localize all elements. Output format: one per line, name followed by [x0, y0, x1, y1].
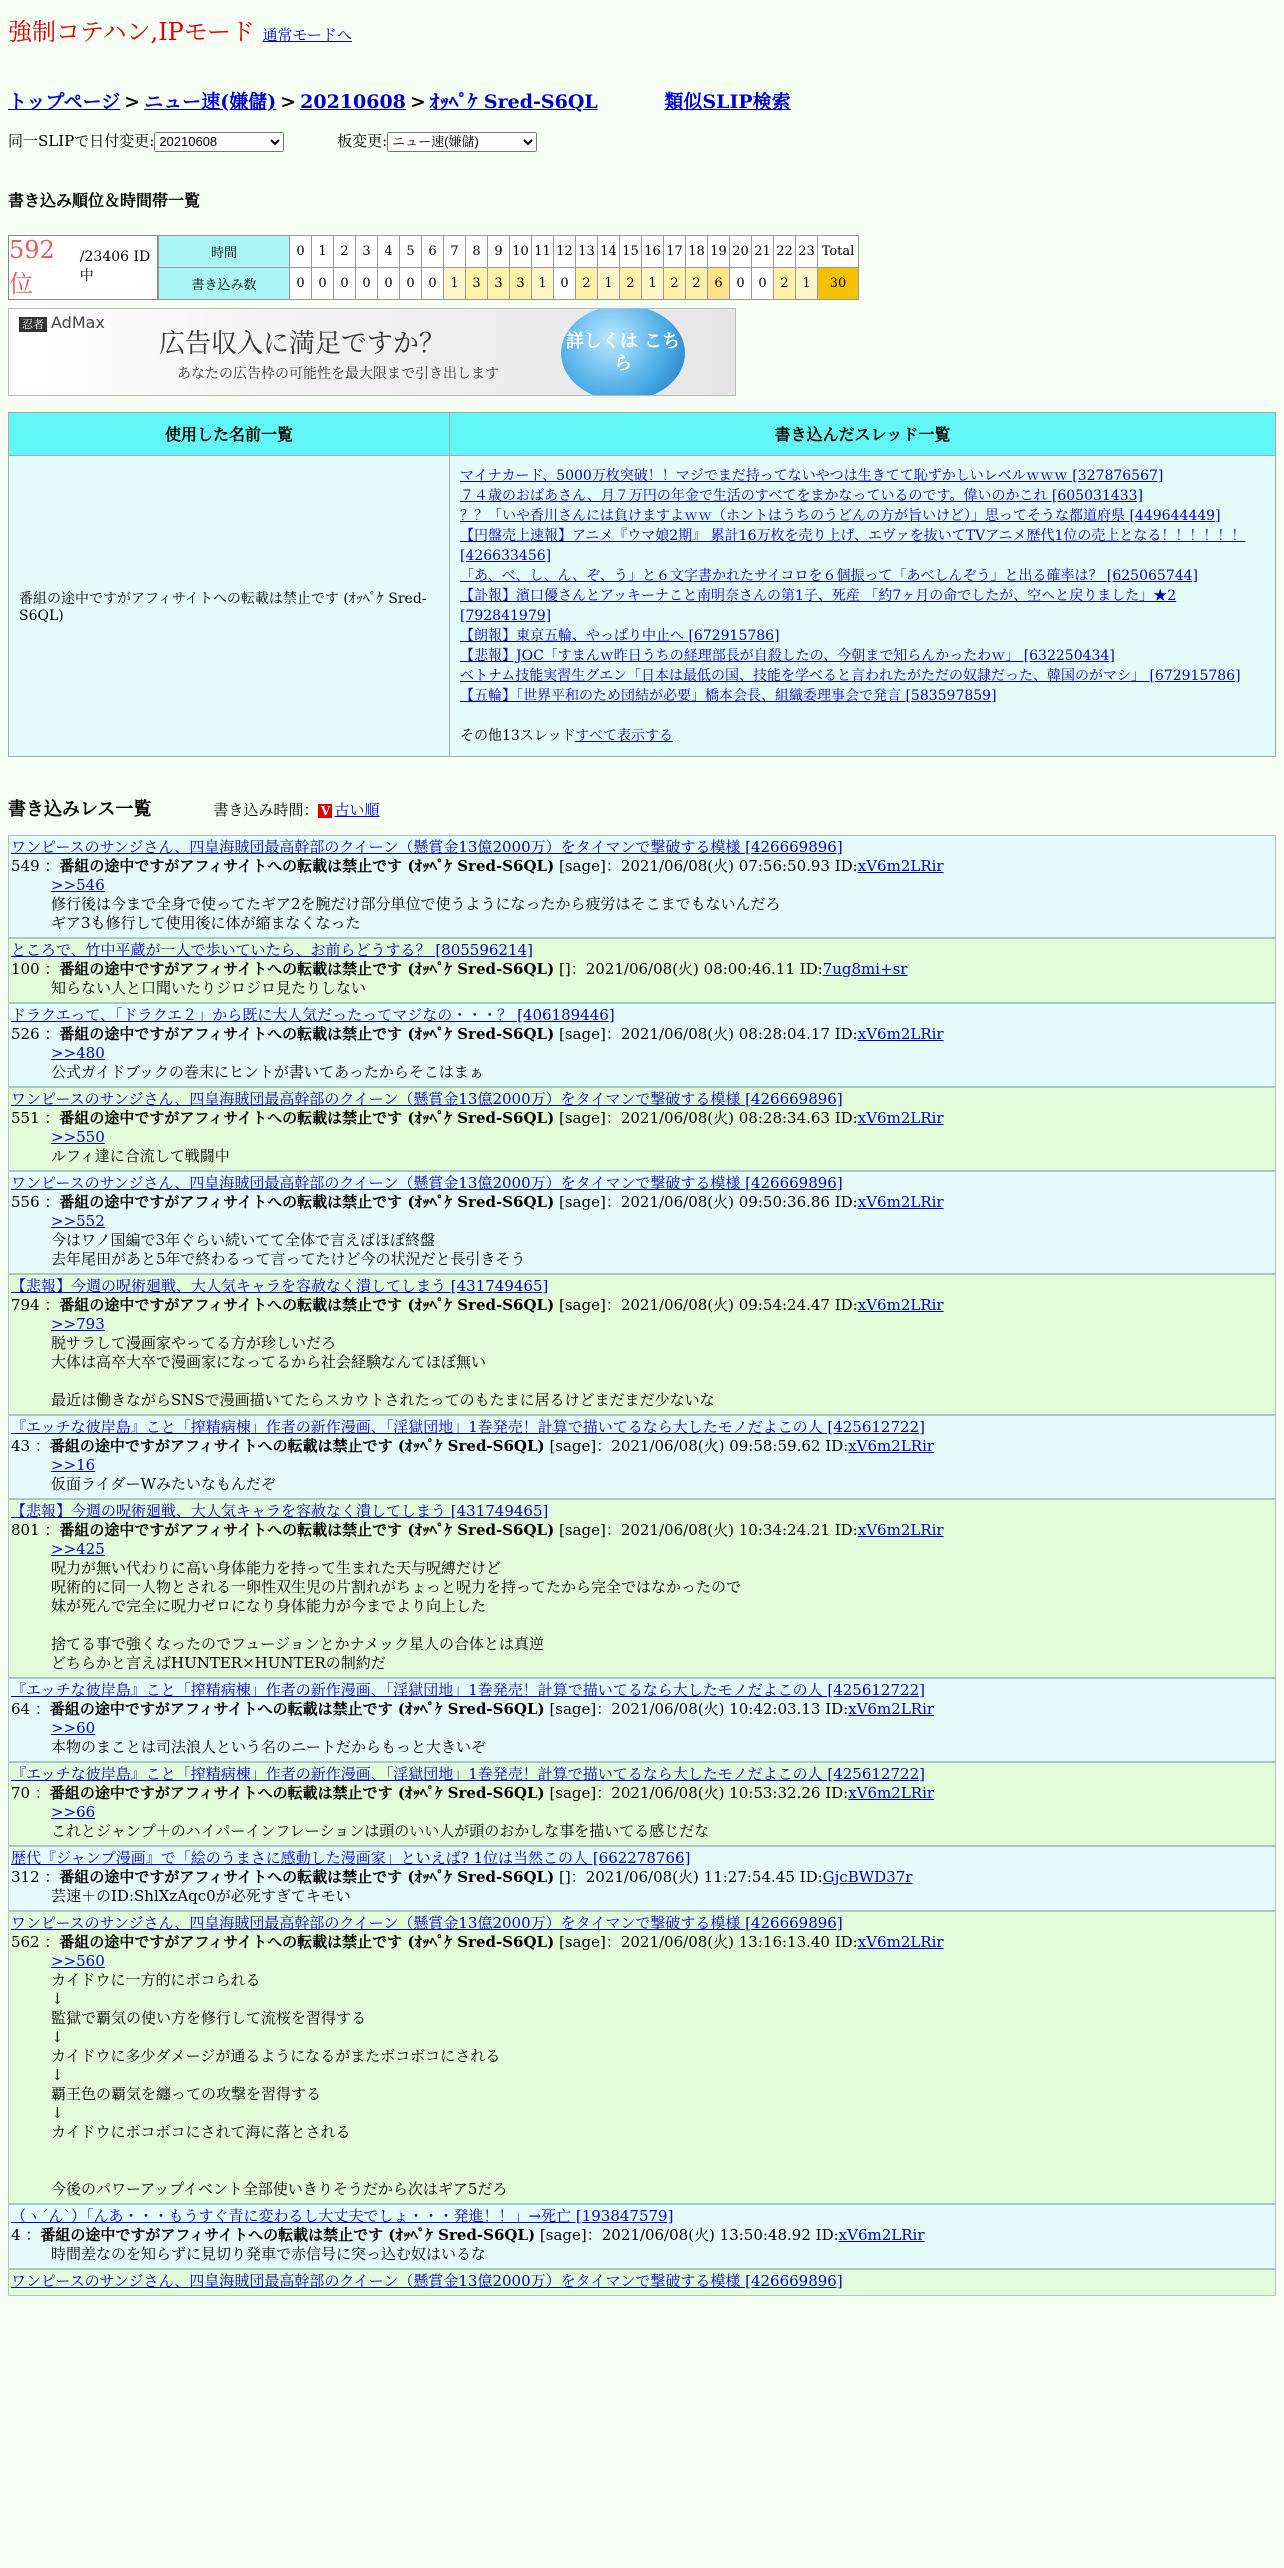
post-meta: 562 ：番組の途中ですがアフィサイトへの転載は禁止です (ｵｯﾍﾟｹ Sred-S6QL) [sage]：2021/06/08(火) 13:16:13.40 ID:xV6m2LRir	[11, 1932, 944, 1951]
post-id-link[interactable]: xV6m2LRir	[848, 1699, 935, 1718]
hour-cell: 15	[620, 235, 642, 267]
count-label: 書き込み数	[159, 267, 290, 299]
post-item	[8, 938, 1276, 1003]
post-author: 番組の途中ですがアフィサイトへの転載は禁止です (ｵｯﾍﾟｹ Sred-S6QL)	[49, 1436, 545, 1455]
count-cell: 1	[598, 267, 620, 299]
thread-list	[450, 455, 1276, 756]
similar-slip-link[interactable]: 類似SLIP検索	[664, 91, 791, 113]
ad-headline: 広告収入に満足ですか？	[159, 328, 446, 359]
post-id-link[interactable]: xV6m2LRir	[857, 1192, 944, 1211]
hour-cell: 2	[334, 235, 356, 267]
count-cell: 0	[356, 267, 378, 299]
post-id-link[interactable]: 7ug8mi+sr	[822, 959, 908, 978]
hour-cell: 21	[752, 235, 774, 267]
thread-link[interactable]: ７４歳のおばあさん、月７万円の年金で生活のすべてをまかなっているのです。偉いのかこれ [605031433]	[460, 487, 1143, 504]
ad-logo: 忍者 AdMax	[19, 313, 105, 332]
post-reply-link[interactable]: >>552	[51, 1211, 105, 1230]
time-label: 時間	[159, 235, 290, 267]
hour-cell: 9	[488, 235, 510, 267]
board-select[interactable]	[387, 132, 537, 152]
post-thread-link[interactable]: 『エッチな彼岸島』こと「搾精病棟」作者の新作漫画、「淫獄団地」1巻発売！計算で描いてるなら大したモノだよこの人 [425612722]	[11, 1417, 925, 1436]
count-cell: 0	[312, 267, 334, 299]
ranking-heading: 書き込み順位＆時間帯一覧	[8, 190, 201, 210]
count-cell: 3	[510, 267, 532, 299]
post-reply-link[interactable]: >>793	[51, 1314, 105, 1333]
post-item	[8, 1087, 1276, 1171]
ranking-row	[8, 235, 1276, 300]
breadcrumb-board[interactable]: ニュー速(嫌儲)	[144, 91, 277, 113]
count-cell: 30	[818, 267, 859, 299]
page-header	[8, 12, 1276, 47]
hour-cell: 19	[708, 235, 730, 267]
other-threads: その他13スレッドすべて表示する	[460, 727, 673, 744]
count-cell: 0	[752, 267, 774, 299]
post-item	[8, 1274, 1276, 1415]
post-reply-link[interactable]: >>425	[51, 1539, 105, 1558]
post-date: 2021/06/08(火) 08:28:34.63 ID:	[620, 1108, 858, 1127]
post-mail: [sage]	[549, 1699, 597, 1718]
post-number: 526	[11, 1024, 40, 1043]
thread-link[interactable]: 【朗報】東京五輪、やっぱり中止へ [672915786]	[460, 627, 780, 644]
post-mail: [sage]	[549, 1783, 597, 1802]
ad-subline: あなたの広告枠の可能性を最大限まで引き出します	[177, 365, 499, 382]
post-body: カイドウに一方的にボコられる ↓ 監獄で覇気の使い方を修行して流桜を習得する ↓ カイドウに多少ダメージが通るようになるがまたボコボコにされる ↓ 覇王色の覇気を纏っての攻撃を習得する ↓ カイドウにボコボコにされて海に落とされる 今後のパワーアップイベント全部使いきりそうだから次はギア5だろ	[51, 1970, 508, 2198]
post-item	[8, 1415, 1276, 1499]
post-date: 2021/06/08(火) 09:58:59.62 ID:	[611, 1436, 849, 1455]
names-column-header: 使用した名前一覧	[9, 412, 450, 455]
post-thread-link[interactable]: （ヽ´ん`）「んあ・・・もうすぐ青に変わるし大丈夫でしょ・・・発進！！」→死亡 [193847579]	[11, 2206, 674, 2225]
post-number: 43	[11, 1436, 31, 1455]
post-thread-link[interactable]: ワンピースのサンジさん、四皇海賊団最高幹部のクイーン（懸賞金13億2000万）をタイマンで撃破する模様 [426669896]	[11, 837, 843, 856]
thread-link[interactable]: ベトナム技能実習生グエン「日本は最低の国、技能を学べると言われたがただの奴隷だった、韓国のがマシ」 [672915786]	[460, 667, 1241, 684]
post-id-link[interactable]: xV6m2LRir	[848, 1783, 935, 1802]
rank-box	[8, 235, 158, 300]
post-date: 2021/06/08(火) 13:16:13.40 ID:	[620, 1932, 858, 1951]
hour-cell: 5	[400, 235, 422, 267]
post-mail: [sage]	[558, 1520, 606, 1539]
count-cell: 1	[796, 267, 818, 299]
post-mail: [sage]	[558, 856, 606, 875]
post-id-link[interactable]: xV6m2LRir	[838, 2225, 925, 2244]
post-item	[8, 835, 1276, 938]
breadcrumb-separator: >	[409, 91, 426, 113]
post-author: 番組の途中ですがアフィサイトへの転載は禁止です (ｵｯﾍﾟｹ Sred-S6QL)	[59, 959, 555, 978]
count-cell: 0	[730, 267, 752, 299]
post-reply-link[interactable]: >>550	[51, 1127, 105, 1146]
count-cell: 1	[642, 267, 664, 299]
post-date: 2021/06/08(火) 08:28:04.17 ID:	[620, 1024, 858, 1043]
post-mail: [sage]	[558, 1932, 606, 1951]
hourly-table	[158, 235, 859, 300]
post-number: 794	[11, 1295, 40, 1314]
count-cell: 6	[708, 267, 730, 299]
post-meta: 556 ：番組の途中ですがアフィサイトへの転載は禁止です (ｵｯﾍﾟｹ Sred-S6QL) [sage]：2021/06/08(火) 09:50:36.86 ID:xV6m2LRir	[11, 1192, 944, 1211]
post-body: 時間差なのを知らずに見切り発車で赤信号に突っ込む奴はいるな	[51, 2244, 487, 2263]
post-item	[8, 1911, 1276, 2204]
count-cell: 2	[774, 267, 796, 299]
post-number: 70	[11, 1783, 31, 1802]
breadcrumb-top[interactable]: トップページ	[8, 91, 121, 113]
hour-cell: 22	[774, 235, 796, 267]
post-number: 64	[11, 1699, 31, 1718]
post-author: 番組の途中ですがアフィサイトへの転載は禁止です (ｵｯﾍﾟｹ Sred-S6QL)	[59, 1024, 555, 1043]
post-author: 番組の途中ですがアフィサイトへの転載は禁止です (ｵｯﾍﾟｹ Sred-S6QL)	[49, 1699, 545, 1718]
thread-link[interactable]: 「あ、べ、し、ん、ぞ、う」と６文字書かれたサイコロを６個振って「あべしんぞう」と出る確率は？ [625065744]	[460, 567, 1198, 584]
count-cell: 1	[444, 267, 466, 299]
count-cell: 0	[554, 267, 576, 299]
post-date: 2021/06/08(火) 09:54:24.47 ID:	[620, 1295, 858, 1314]
post-author: 番組の途中ですがアフィサイトへの転載は禁止です (ｵｯﾍﾟｹ Sred-S6QL)	[59, 1520, 555, 1539]
post-thread-link[interactable]: 『エッチな彼岸島』こと「搾精病棟」作者の新作漫画、「淫獄団地」1巻発売！計算で描いてるなら大したモノだよこの人 [425612722]	[11, 1764, 925, 1783]
post-body: 修行後は今まで全身で使ってたギア2を腕だけ部分単位で使うようになったから疲労はそこまでもないんだろ ギア3も修行して使用後に体が縮まなくなった	[51, 894, 781, 932]
post-meta: 526 ：番組の途中ですがアフィサイトへの転載は禁止です (ｵｯﾍﾟｹ Sred-S6QL) [sage]：2021/06/08(火) 08:28:04.17 ID:xV6m2LRir	[11, 1024, 944, 1043]
rank-value: 592 位	[9, 235, 55, 298]
post-number: 312	[11, 1867, 40, 1886]
post-item	[8, 1499, 1276, 1678]
thread-link[interactable]: ？？「いや香川さんには負けますよｗｗ（ホントはうちのうどんの方が旨いけど）」思ってそうな都道府県 [449644449]	[460, 507, 1221, 524]
post-body: ルフィ達に合流して戦闘中	[51, 1146, 230, 1165]
post-meta: 4 ：番組の途中ですがアフィサイトへの転載は禁止です (ｵｯﾍﾟｹ Sred-S6QL) [sage]：2021/06/08(火) 13:50:48.92 ID:xV6m2LRir	[11, 2225, 925, 2244]
post-meta: 801 ：番組の途中ですがアフィサイトへの転載は禁止です (ｵｯﾍﾟｹ Sred-S6QL) [sage]：2021/06/08(火) 10:34:24.21 ID:xV6m2LRir	[11, 1520, 944, 1539]
post-thread-link[interactable]: 歴代『ジャンプ漫画』で「絵のうまさに感動した漫画家」といえば? 1位は当然この人 [662278766]	[11, 1848, 691, 1867]
responses-header	[8, 795, 1276, 821]
post-meta: 549 ：番組の途中ですがアフィサイトへの転載は禁止です (ｵｯﾍﾟｹ Sred-S6QL) [sage]：2021/06/08(火) 07:56:50.93 ID:xV6m2LRir	[11, 856, 944, 875]
post-item	[8, 1003, 1276, 1087]
post-meta: 312 ：番組の途中ですがアフィサイトへの転載は禁止です (ｵｯﾍﾟｹ Sred-S6QL) []：2021/06/08(火) 11:27:54.45 ID:GjcBWD37r	[11, 1867, 913, 1886]
post-author: 番組の途中ですがアフィサイトへの転載は禁止です (ｵｯﾍﾟｹ Sred-S6QL)	[59, 1932, 555, 1951]
post-item	[8, 1678, 1276, 1762]
post-reply-link[interactable]: >>480	[51, 1043, 105, 1062]
hour-cell: 11	[532, 235, 554, 267]
count-cell: 0	[334, 267, 356, 299]
post-number: 100	[11, 959, 40, 978]
post-item	[8, 1171, 1276, 1274]
count-cell: 2	[664, 267, 686, 299]
post-reply-link[interactable]: >>546	[51, 875, 105, 894]
responses-heading: 書き込みレス一覧	[8, 798, 152, 820]
post-thread-link[interactable]: 【悲報】今週の呪術廻戦、大人気キャラを容赦なく潰してしまう [431749465]	[11, 1276, 549, 1295]
post-id-link[interactable]: xV6m2LRir	[857, 1932, 944, 1951]
count-row	[159, 267, 859, 299]
post-author: 番組の途中ですがアフィサイトへの転載は禁止です (ｵｯﾍﾟｹ Sred-S6QL)	[40, 2225, 536, 2244]
post-id-link[interactable]: xV6m2LRir	[857, 1108, 944, 1127]
post-date: 2021/06/08(火) 09:50:36.86 ID:	[620, 1192, 858, 1211]
post-date: 2021/06/08(火) 08:00:46.11 ID:	[585, 959, 823, 978]
post-mail: []	[558, 959, 571, 978]
post-author: 番組の途中ですがアフィサイトへの転載は禁止です (ｵｯﾍﾟｹ Sred-S6QL)	[49, 1783, 545, 1802]
post-meta: 100 ：番組の途中ですがアフィサイトへの転載は禁止です (ｵｯﾍﾟｹ Sred-S6QL) []：2021/06/08(火) 08:00:46.11 ID:7ug8mi+sr	[11, 959, 908, 978]
post-thread-link[interactable]: ドラクエって、「ドラクエ２」から既に大人気だったってマジなの・・・？ [406189446]	[11, 1005, 615, 1024]
post-date: 2021/06/08(火) 10:53:32.26 ID:	[611, 1783, 849, 1802]
post-body: 今はワノ国編で3年ぐらい続いてて全体で言えばほぼ終盤 去年尾田があと5年で終わるって言ってたけど今の状況だと長引きそう	[51, 1230, 526, 1268]
order-control	[213, 799, 379, 820]
hour-cell: 7	[444, 235, 466, 267]
post-meta: 43 ：番組の途中ですがアフィサイトへの転載は禁止です (ｵｯﾍﾟｹ Sred-S6QL) [sage]：2021/06/08(火) 09:58:59.62 ID:xV6m2LRir	[11, 1436, 935, 1455]
hour-cell: Total	[818, 235, 859, 267]
post-thread-link[interactable]: ワンピースのサンジさん、四皇海賊団最高幹部のクイーン（懸賞金13億2000万）をタイマンで撃破する模様 [426669896]	[11, 1089, 843, 1108]
hour-cell: 20	[730, 235, 752, 267]
post-number: 4	[11, 2225, 21, 2244]
post-body: 脱サラして漫画家やってる方が珍しいだろ 大体は高卒大卒で漫画家になってるから社会経験なんてほぼ無い 最近は働きながらSNSで漫画描いてたらスカウトされたってのもたまに居るけどまだまだ少ないな	[51, 1333, 715, 1409]
post-list	[8, 835, 1276, 2296]
count-cell: 2	[686, 267, 708, 299]
count-cell: 2	[620, 267, 642, 299]
post-reply-link[interactable]: >>66	[51, 1802, 96, 1821]
post-number: 556	[11, 1192, 40, 1211]
post-id-link[interactable]: xV6m2LRir	[848, 1436, 935, 1455]
post-meta: 794 ：番組の途中ですがアフィサイトへの転載は禁止です (ｵｯﾍﾟｹ Sred-S6QL) [sage]：2021/06/08(火) 09:54:24.47 ID:xV6m2LRir	[11, 1295, 944, 1314]
post-item	[8, 1846, 1276, 1911]
post-body: 公式ガイドブックの巻末にヒントが書いてあったからそこはまぁ	[51, 1062, 484, 1081]
post-number: 549	[11, 856, 40, 875]
hour-cell: 10	[510, 235, 532, 267]
hour-cell: 13	[576, 235, 598, 267]
post-author: 番組の途中ですがアフィサイトへの転載は禁止です (ｵｯﾍﾟｹ Sred-S6QL)	[59, 1295, 555, 1314]
post-body: 仮面ライダーWみたいなもんだぞ	[51, 1474, 276, 1493]
post-mail: [sage]	[558, 1192, 606, 1211]
thread-link[interactable]: 【円盤売上速報】アニメ『ウマ娘2期』 累計16万枚を売り上げ、エヴァを抜いてTVアニメ歴代1位の売上となる！！！！！！ [426633456]	[460, 527, 1246, 564]
used-name: 番組の途中ですがアフィサイトへの転載は禁止です (ｵｯﾍﾟｹ Sred-S6QL)	[9, 455, 450, 756]
post-meta: 551 ：番組の途中ですがアフィサイトへの転載は禁止です (ｵｯﾍﾟｹ Sred-S6QL) [sage]：2021/06/08(火) 08:28:34.63 ID:xV6m2LRir	[11, 1108, 944, 1127]
hour-cell: 17	[664, 235, 686, 267]
post-body: 知らない人と口聞いたりジロジロ見たりしない	[51, 978, 367, 997]
breadcrumb-separator: >	[124, 91, 141, 113]
hour-row	[159, 235, 859, 267]
post-meta: 70 ：番組の途中ですがアフィサイトへの転載は禁止です (ｵｯﾍﾟｹ Sred-S6QL) [sage]：2021/06/08(火) 10:53:32.26 ID:xV6m2LRir	[11, 1783, 935, 1802]
hour-cell: 8	[466, 235, 488, 267]
hour-cell: 4	[378, 235, 400, 267]
post-date: 2021/06/08(火) 11:27:54.45 ID:	[585, 1867, 823, 1886]
order-oldest-link[interactable]: 古い順	[334, 800, 380, 819]
post-author: 番組の途中ですがアフィサイトへの転載は禁止です (ｵｯﾍﾟｹ Sred-S6QL)	[59, 1108, 555, 1127]
breadcrumb-date[interactable]: 20210608	[300, 91, 406, 113]
hour-cell: 3	[356, 235, 378, 267]
post-mail: [sage]	[549, 1436, 597, 1455]
post-item	[8, 2269, 1276, 2296]
post-date: 2021/06/08(火) 07:56:50.93 ID:	[620, 856, 858, 875]
post-body: これとジャンプ＋のハイパーインフレーションは頭のいい人が頭のおかしな事を描いてる感じだな	[51, 1821, 710, 1840]
count-cell: 3	[466, 267, 488, 299]
hour-cell: 0	[290, 235, 312, 267]
post-author: 番組の途中ですがアフィサイトへの転載は禁止です (ｵｯﾍﾟｹ Sred-S6QL)	[59, 856, 555, 875]
post-author: 番組の途中ですがアフィサイトへの転載は禁止です (ｵｯﾍﾟｹ Sred-S6QL)	[59, 1192, 555, 1211]
post-mail: [sage]	[558, 1024, 606, 1043]
ad-cta-button[interactable]: 詳しくは こちら	[561, 308, 685, 396]
ad-banner[interactable]	[8, 308, 736, 396]
sort-icon: V	[318, 804, 332, 818]
thread-link[interactable]: 【悲報】JOC「すまんｗ昨日うちの経理部長が自殺したの、今朝まで知らんかったわｗ」 [632250434]	[460, 647, 1115, 664]
post-author: 番組の途中ですがアフィサイトへの転載は禁止です (ｵｯﾍﾟｹ Sred-S6QL)	[59, 1867, 555, 1886]
post-mail: [sage]	[558, 1295, 606, 1314]
post-date: 2021/06/08(火) 10:42:03.13 ID:	[611, 1699, 849, 1718]
selectors	[8, 130, 1276, 152]
count-cell: 2	[576, 267, 598, 299]
post-reply-link[interactable]: >>560	[51, 1951, 105, 1970]
post-thread-link[interactable]: 【悲報】今週の呪術廻戦、大人気キャラを容赦なく潰してしまう [431749465]	[11, 1501, 549, 1520]
post-thread-link[interactable]: ワンピースのサンジさん、四皇海賊団最高幹部のクイーン（懸賞金13億2000万）をタイマンで撃破する模様 [426669896]	[11, 1913, 843, 1932]
post-id-link[interactable]: GjcBWD37r	[822, 1867, 913, 1886]
normal-mode-link[interactable]: 通常モードへ	[262, 26, 352, 44]
post-number: 551	[11, 1108, 40, 1127]
breadcrumb	[8, 87, 1276, 114]
date-select-label: 同一SLIPで日付変更:	[8, 132, 155, 150]
post-thread-link[interactable]: ワンピースのサンジさん、四皇海賊団最高幹部のクイーン（懸賞金13億2000万）をタイマンで撃破する模様 [426669896]	[11, 2271, 843, 2290]
thread-link[interactable]: 【訃報】濱口優さんとアッキーナこと南明奈さんの第1子、死産 「約7ヶ月の命でしたが、空へと戻りました」★2 [792841979]	[460, 587, 1177, 624]
count-cell: 0	[290, 267, 312, 299]
post-body: 本物のまことは司法浪人という名のニートだからもっと大きいぞ	[51, 1737, 487, 1756]
post-thread-link[interactable]: 『エッチな彼岸島』こと「搾精病棟」作者の新作漫画、「淫獄団地」1巻発売！計算で描いてるなら大したモノだよこの人 [425612722]	[11, 1680, 925, 1699]
count-cell: 0	[422, 267, 444, 299]
count-cell: 3	[488, 267, 510, 299]
post-item	[8, 2204, 1276, 2269]
thread-link[interactable]: マイナカード、5000万枚突破！！マジでまだ持ってないやつは生きてて恥ずかしいレベルｗｗｗ [327876567]	[460, 467, 1164, 484]
post-item	[8, 1762, 1276, 1846]
post-body: 呪力が無い代わりに高い身体能力を持って生まれた天与呪縛だけど 呪術的に同一人物とされる一卵性双生児の片割れがちょっと呪力を持ってたから完全ではなかったので 妹が死んで完全に呪力ゼロになり身体能力が今までより向上した 捨てる事で強くなったのでフュージョンとかナメック星人の合体とは真逆 どちらかと言えばHUNTER×HUNTERの制約だ	[51, 1558, 742, 1672]
date-select[interactable]	[154, 132, 284, 152]
count-cell: 0	[378, 267, 400, 299]
post-body: 芸速＋のID:ShlXzAqc0が必死すぎてキモい	[51, 1886, 351, 1905]
post-reply-link[interactable]: >>16	[51, 1455, 96, 1474]
post-thread-link[interactable]: ところで、竹中平蔵が一人で歩いていたら、お前らどうする？ [805596214]	[11, 940, 533, 959]
post-number: 562	[11, 1932, 40, 1951]
post-mail: [sage]	[558, 1108, 606, 1127]
post-meta: 64 ：番組の途中ですがアフィサイトへの転載は禁止です (ｵｯﾍﾟｹ Sred-S6QL) [sage]：2021/06/08(火) 10:42:03.13 ID:xV6m2LRir	[11, 1699, 935, 1718]
breadcrumb-separator: >	[280, 91, 297, 113]
show-all-threads-link[interactable]: すべて表示する	[575, 727, 673, 744]
post-reply-link[interactable]: >>60	[51, 1718, 96, 1737]
hour-cell: 1	[312, 235, 334, 267]
count-cell: 0	[400, 267, 422, 299]
post-id-link[interactable]: xV6m2LRir	[857, 1295, 944, 1314]
post-date: 2021/06/08(火) 13:50:48.92 ID:	[601, 2225, 839, 2244]
board-select-label: 板変更:	[337, 132, 388, 150]
hour-cell: 18	[686, 235, 708, 267]
post-id-link[interactable]: xV6m2LRir	[857, 1520, 944, 1539]
post-date: 2021/06/08(火) 10:34:24.21 ID:	[620, 1520, 858, 1539]
hour-cell: 14	[598, 235, 620, 267]
post-mail: [sage]	[539, 2225, 587, 2244]
post-id-link[interactable]: xV6m2LRir	[857, 1024, 944, 1043]
hour-cell: 23	[796, 235, 818, 267]
order-label: 書き込み時間：	[213, 800, 319, 819]
count-cell: 1	[532, 267, 554, 299]
post-id-link[interactable]: xV6m2LRir	[857, 856, 944, 875]
thread-link[interactable]: 【五輪】「世界平和のため団結が必要」橋本会長、組織委理事会で発言 [583597859]	[460, 687, 997, 704]
post-thread-link[interactable]: ワンピースのサンジさん、四皇海賊団最高幹部のクイーン（懸賞金13億2000万）をタイマンで撃破する模様 [426669896]	[11, 1173, 843, 1192]
breadcrumb-slip[interactable]: ｵｯﾍﾟｹ Sred-S6QL	[429, 91, 598, 113]
threads-column-header: 書き込んだスレッド一覧	[450, 412, 1276, 455]
post-mail: []	[558, 1867, 571, 1886]
hour-cell: 12	[554, 235, 576, 267]
hour-cell: 16	[642, 235, 664, 267]
names-threads-table	[8, 412, 1276, 757]
mode-title: 強制コテハン,IPモード	[8, 18, 255, 46]
post-number: 801	[11, 1520, 40, 1539]
rank-total: /23406 ID中	[79, 249, 151, 284]
hour-cell: 6	[422, 235, 444, 267]
